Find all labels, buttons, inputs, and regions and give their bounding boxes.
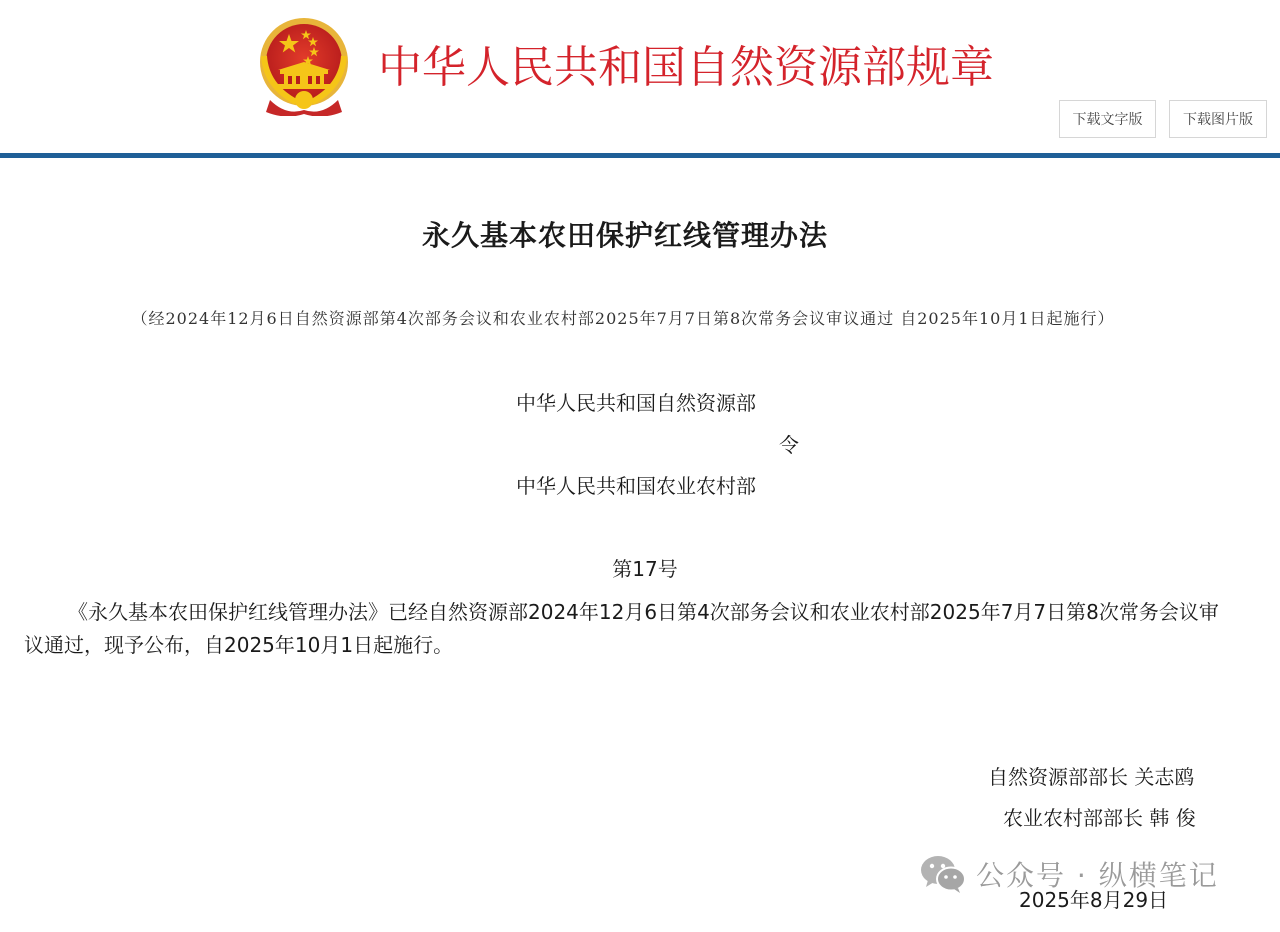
issue-date: 2025年8月29日: [1019, 888, 1169, 912]
site-title: 中华人民共和国自然资源部规章: [378, 42, 994, 93]
signature-agriculture-minister: 农业农村部部长 韩 俊: [1003, 806, 1196, 830]
document-title: 永久基本农田保护红线管理办法: [421, 219, 828, 252]
national-emblem-icon: [256, 16, 352, 116]
signature-natural-resources-minister: 自然资源部部长 关志鸥: [988, 765, 1195, 789]
download-image-button[interactable]: 下载图片版: [1169, 100, 1267, 138]
approval-note: （经2024年12月6日自然资源部第4次部务会议和农业农村部2025年7月7日第8次常务会议审议通过 自2025年10月1日起施行）: [131, 309, 1115, 328]
issuing-org-natural-resources: 中华人民共和国自然资源部: [516, 391, 756, 415]
header-divider: [0, 153, 1280, 158]
download-text-button[interactable]: 下载文字版: [1059, 100, 1156, 138]
issuing-org-agriculture: 中华人民共和国农业农村部: [516, 474, 756, 498]
order-number: 第17号: [612, 557, 678, 581]
wechat-icon: [920, 854, 966, 894]
watermark-text: 公众号 · 纵横笔记: [976, 859, 1219, 892]
announcement-paragraph: 《永久基本农田保护红线管理办法》已经自然资源部2024年12月6日第4次部务会议和农业农村部2025年7月7日第8次常务会议审议通过，现予公布，自2025年10月1日起施行。: [24, 600, 1219, 657]
order-label: 令: [779, 433, 799, 457]
page-header: [0, 0, 1280, 154]
